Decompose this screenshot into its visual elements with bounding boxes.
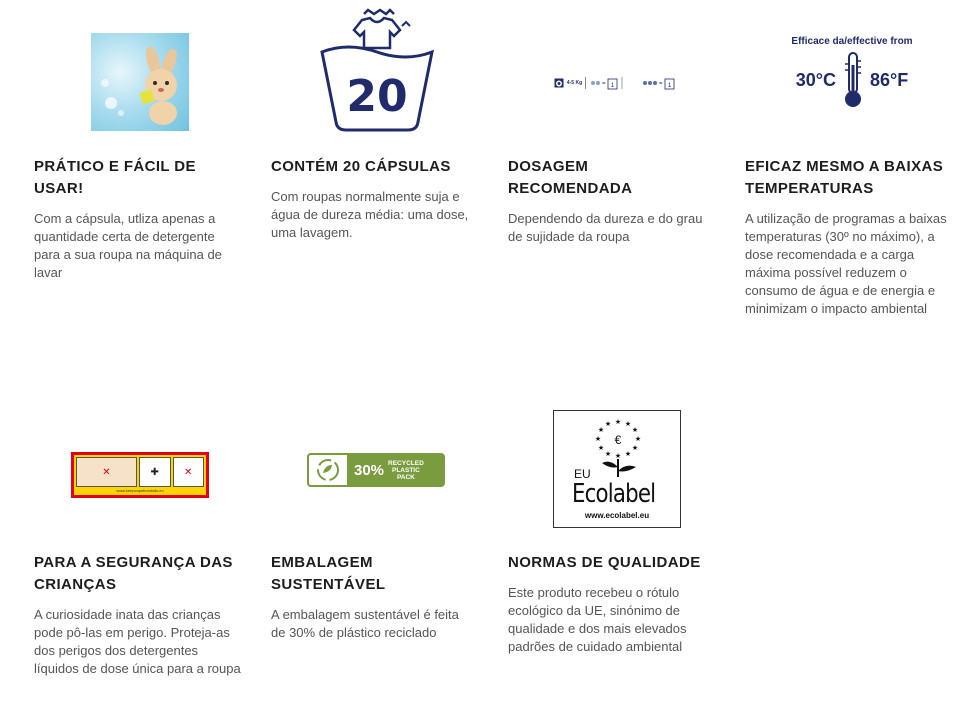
feature-desc-temperature: A utilização de programas a baixas temperaturas (30º no máximo), a dose recomendada e a carga máxima possível reduzem o consumo de água e de energia e minimizam o impacto ambiental [745,211,947,316]
feature-desc-practical: Com a cápsula, utliza apenas a quantidade certa de detergente para a sua roupa na máquina de lavar [34,211,222,280]
svg-text:=: = [659,81,663,87]
thermometer-heading: Efficace da/effective from [791,36,913,47]
svg-text:★: ★ [594,436,602,443]
feature-title-capsules: CONTÉM 20 CÁPSULAS [271,158,451,175]
recycled-plastic-icon [306,450,446,490]
recycled-text-3: PACK [396,473,415,481]
ecolabel-url: www.ecolabel.eu [584,511,650,520]
feature-title-temperature: EFICAZ MESMO A BAIXAS TEMPERATURAS [745,158,944,197]
thermometer-icon [776,36,928,112]
capsule-bunny-icon [91,33,189,131]
eu-ecolabel-icon [553,410,681,528]
feature-title-dosage: DOSAGEM RECOMENDADA [508,158,633,197]
svg-text:=: = [602,81,606,87]
svg-text:★: ★ [624,421,632,428]
svg-text:1: 1 [610,83,615,89]
feature-title-children: PARA A SEGURANÇA DAS CRIANÇAS [34,554,233,593]
feature-desc-quality: Este produto recebeu o rótulo ecológico da UE, sinónimo de qualidade e dos mais elevados padrões de cuidado ambiental [508,585,687,654]
ecolabel-eu: EU [574,467,591,481]
thermometer-glyph-icon [842,51,864,109]
feature-desc-packaging: A embalagem sustentável é feita de 30% de plástico reciclado [271,607,459,640]
feature-title-practical: PRÁTICO E FÁCIL DE USAR! [34,158,196,197]
temp-fahrenheit: 86°F [870,69,909,90]
feature-desc-children: A curiosidade inata das crianças pode pô-las em perigo. Proteja-as dos perigos dos detergentes líquidos de dose única para a roupa [34,607,241,676]
recycled-text-1: RECYCLED [388,459,424,467]
svg-text:★: ★ [634,436,642,443]
feature-title-quality: NORMAS DE QUALIDADE [508,554,701,571]
svg-text:★: ★ [614,453,622,460]
svg-text:★: ★ [624,451,632,458]
ecolabel-title: Ecolabel [572,479,656,509]
feature-title-packaging: EMBALAGEM SUSTENTÁVEL [271,554,386,593]
temp-celsius: 30°C [795,69,836,90]
svg-text:★: ★ [614,419,622,426]
svg-text:★: ★ [631,445,639,452]
svg-text:€: € [614,433,622,447]
svg-text:★: ★ [604,451,612,458]
washing-basin-icon [318,8,436,134]
svg-text:1: 1 [667,83,672,89]
svg-text:★: ★ [597,427,605,434]
dosage-load: 4-5 Kg [566,80,583,86]
svg-text:★: ★ [597,445,605,452]
svg-text:★: ★ [631,427,639,434]
keep-caps-from-kids-icon: ✕ ✚ ✕ www.keepcapsfromkids.eu [70,450,210,500]
keepcaps-url: www.keepcapsfromkids.eu [116,488,164,493]
svg-text:★: ★ [604,421,612,428]
feature-desc-capsules: Com roupas normalmente suja e água de dureza média: uma dose, uma lavagem. [271,189,469,240]
recycled-text-2: PLASTIC [392,466,420,474]
feature-desc-dosage: Dependendo da dureza e do grau de sujidade da roupa [508,211,703,244]
dosage-chart-icon [550,72,686,94]
recycled-percent: 30% [354,461,385,479]
recycle-leaf-icon [315,458,341,482]
basin-count: 20 [346,71,408,122]
